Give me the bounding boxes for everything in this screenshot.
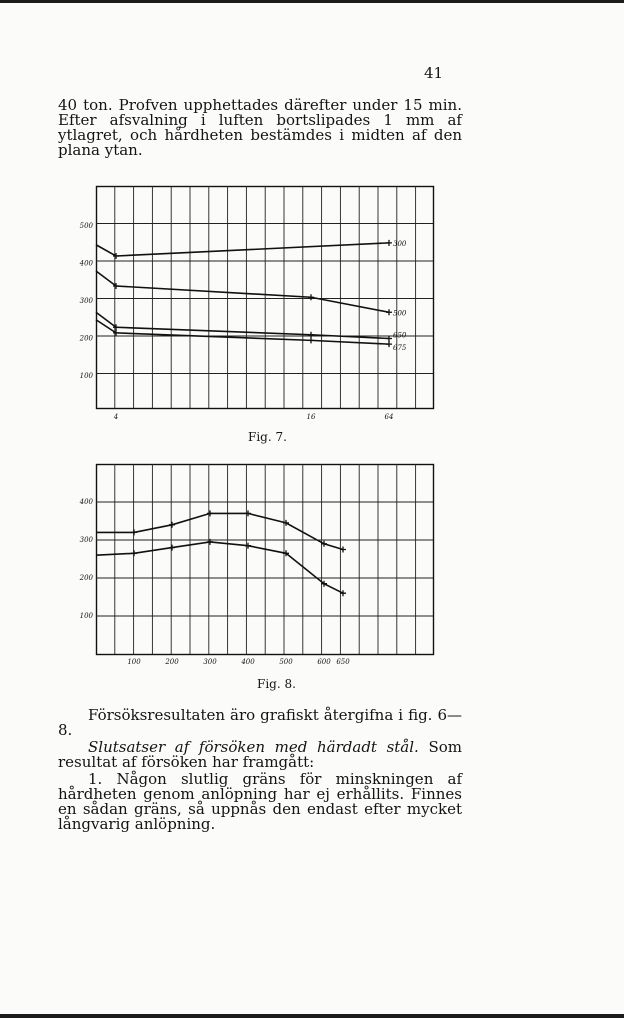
fig8-point-upper <box>245 510 251 516</box>
fig8-ytick-label: 100 <box>79 612 93 620</box>
paragraph-intro: 40 ton. Profven upphettades därefter under 15 min. Efter afsvalning i luften bortslipades 1 mm af ytlagret, och hårdheten bestämdes i midten af den plana ytan. <box>58 96 462 159</box>
fig7-xtick-label: 64 <box>384 413 394 421</box>
fig8-point-lower <box>131 550 137 556</box>
figure-8-chart <box>79 464 436 674</box>
fig7-series-300 <box>96 243 389 256</box>
fig7-ytick-label: 100 <box>79 372 93 380</box>
fig7-series-label-300: 300 <box>393 239 407 248</box>
fig8-ytick-label: 400 <box>79 498 93 506</box>
figure-8-caption: Fig. 8. <box>257 677 296 691</box>
figure-7-caption: Fig. 7. <box>248 430 287 444</box>
fig7-xtick-label: 4 <box>113 413 119 421</box>
fig8-point-upper <box>340 547 346 553</box>
fig8-point-lower <box>245 543 251 549</box>
fig8-xtick-label: 400 <box>241 658 255 666</box>
fig7-ytick-label: 300 <box>79 297 93 305</box>
fig7-point-500 <box>386 309 392 315</box>
fig7-point-300 <box>113 253 119 259</box>
fig7-series-label-650: 650 <box>393 331 407 340</box>
figure-7-chart <box>79 186 436 426</box>
fig7-series-label-675: 675 <box>393 344 407 353</box>
fig7-series-500 <box>96 271 389 312</box>
top-border <box>0 0 624 3</box>
fig8-point-upper <box>207 510 213 516</box>
fig8-series-lower <box>96 542 343 593</box>
fig7-ytick-label: 200 <box>79 334 93 343</box>
fig8-point-lower <box>340 590 346 596</box>
fig8-point-lower <box>169 545 175 551</box>
paragraph-conclusions <box>58 740 462 770</box>
fig8-xtick-label: 300 <box>203 658 217 666</box>
fig7-point-675 <box>386 341 392 347</box>
fig8-xtick-label: 600 <box>317 658 331 666</box>
fig7-ytick-label: 400 <box>79 259 93 268</box>
fig7-xtick-label: 16 <box>306 413 316 421</box>
fig7-point-675 <box>308 337 314 343</box>
fig8-xtick-label: 650 <box>336 658 350 666</box>
paragraph-point-1: 1. Någon slutlig gräns för minskningen af hårdheten genom anlöpning har ej erhållits. Finnes en sådan gräns, så uppnås den endast efter mycket långvarig anlöpning. <box>58 770 462 833</box>
fig8-point-upper <box>131 529 137 535</box>
fig7-point-650 <box>308 332 314 338</box>
fig8-series-upper <box>96 513 343 549</box>
fig8-point-upper <box>169 522 175 528</box>
bottom-border <box>0 1014 624 1018</box>
paragraph-results: Försöksresultaten äro grafiskt återgifna i fig. 6—8. <box>58 706 462 739</box>
fig7-point-300 <box>386 240 392 246</box>
fig8-ytick-label: 200 <box>79 574 93 582</box>
fig8-xtick-label: 100 <box>127 658 141 666</box>
fig7-point-500 <box>308 294 314 300</box>
fig8-xtick-label: 200 <box>165 658 179 666</box>
fig7-series-label-500: 500 <box>393 309 407 318</box>
conclusions-heading: Slutsatser af försöken med härdadt stål. <box>88 738 419 756</box>
fig7-ytick-label: 500 <box>79 222 93 230</box>
fig8-xtick-label: 500 <box>279 658 293 666</box>
page-number: 41 <box>424 64 444 82</box>
fig8-ytick-label: 300 <box>79 536 93 544</box>
conclusions-text: Som resultat af försöken har framgått: <box>58 738 462 771</box>
